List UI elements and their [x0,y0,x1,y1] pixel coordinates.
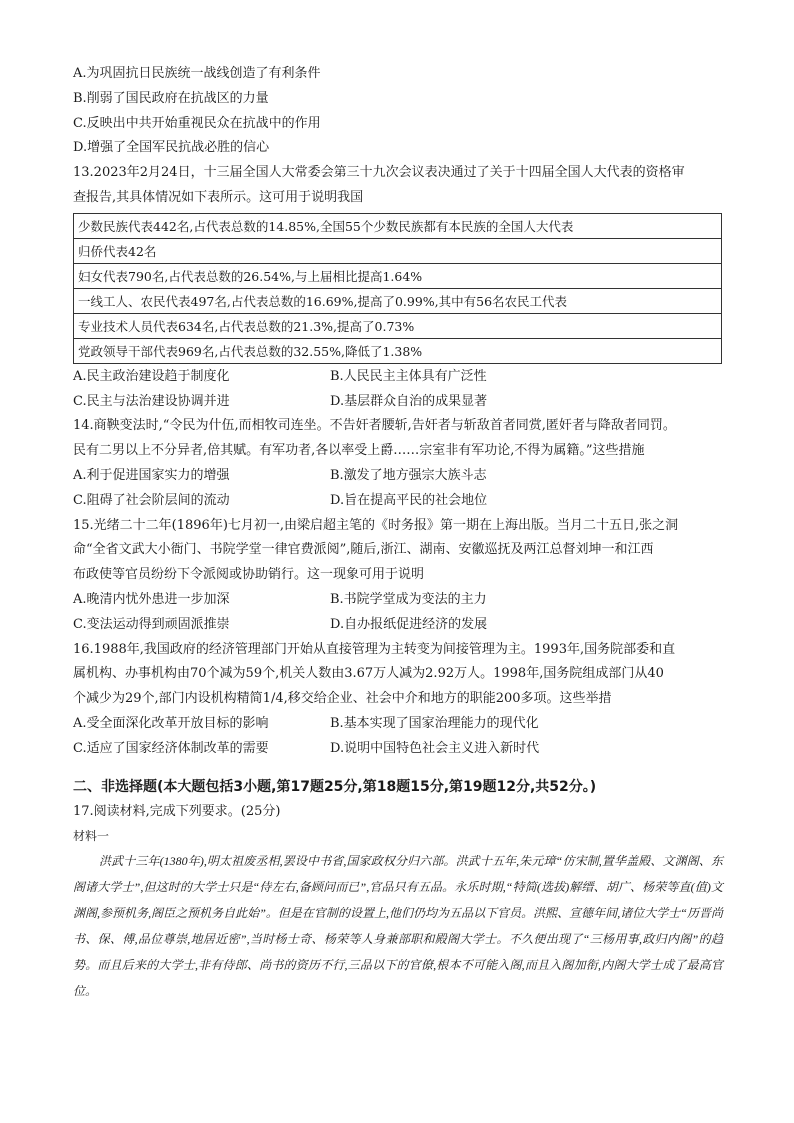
q16-option-a: A.受全面深化改革开放目标的影响 [73,715,269,731]
q14-options-row2 [73,489,723,514]
table-row [74,263,722,288]
q15-line3: 布政使等官员纷纷下令派阅或协助销行。这一现象可用于说明 [73,567,425,583]
table-cell: 党政领导干部代表969名,占代表总数的32.55%,降低了1.38% [74,338,722,363]
table-cell: 少数民族代表442名,占代表总数的14.85%,全国55个少数民族都有本民族的全国人大代表 [74,213,722,238]
material-label: 材料一 [73,829,110,844]
q15-line2: 命“全省文武大小衙门、书院学堂一律官费派阅”,随后,浙江、湖南、安徽巡抚及两江总督刘坤一和江西 [73,542,654,558]
table-cell: 一线工人、农民代表497名,占代表总数的16.69%,提高了0.99%,其中有56名农民工代表 [74,288,722,313]
q13-option-d: D.基层群众自治的成果显著 [330,393,488,409]
q13-stem-line2: 查报告,其具体情况如下表所示。这可用于说明我国 [73,189,364,205]
delegate-table [73,213,722,364]
table-row [74,288,722,313]
q14-line1: 14.商鞅变法时,“令民为什伍,而相牧司连坐。不告奸者腰斩,告奸者与斩敌首者同赏,匿奸者与降敌者同罚。 [73,418,676,434]
table-cell: 归侨代表42名 [74,238,722,263]
table-cell: 专业技术人员代表634名,占代表总数的21.3%,提高了0.73% [74,313,722,338]
q16-option-c: C.适应了国家经济体制改革的需要 [73,740,269,756]
q14-line2: 民有二男以上不分异者,倍其赋。有军功者,各以率受上爵……宗室非有军功论,不得为属籍。”这些措施 [73,443,645,459]
q12-option-d: D.增强了全国军民抗战必胜的信心 [73,140,270,156]
q13-stem-line1: 13.2023年2月24日，十三届全国人大常委会第三十九次会议表决通过了关于十四届全国人大代表的资格审 [73,165,685,181]
q17-stem: 17.阅读材料,完成下列要求。(25分) [73,803,281,819]
q16-options-row2 [73,737,723,762]
q14-option-c: C.阻碍了社会阶层间的流动 [73,492,230,508]
table-row [74,238,722,263]
q16-option-b: B.基本实现了国家治理能力的现代化 [330,715,539,731]
q12-option-b: B.削弱了国民政府在抗战区的力量 [73,90,269,106]
section-title: 二、非选择题(本大题包括3小题,第17题25分,第18题15分,第19题12分,共52分。) [73,778,597,795]
table-cell: 妇女代表790名,占代表总数的26.54%,与上届相比提高1.64% [74,263,722,288]
q13-option-b: B.人民民主主体具有广泛性 [330,368,487,384]
exam-page [73,62,723,1004]
q15-line1: 15.光绪二十二年(1896年)七月初一,由梁启超主笔的《时务报》第一期在上海出版。当月二十五日,张之洞 [73,517,679,533]
q16-line2: 属机构、办事机构由70个减为59个,机关人数由3.67万人减为2.92万人。1998年,国务院组成部门从40 [73,666,664,682]
q14-option-b: B.激发了地方强宗大族斗志 [330,467,487,483]
q15-options-row1 [73,588,723,613]
q12-option-a: A.为巩固抗日民族统一战线创造了有利条件 [73,66,321,81]
q13-options-row2 [73,390,723,415]
q15-option-a: A.晚清内忧外患进一步加深 [73,591,230,607]
q14-options-row1 [73,464,723,489]
q14-option-d: D.旨在提高平民的社会地位 [330,492,488,508]
q14-option-a: A.利于促进国家实力的增强 [73,467,230,483]
q15-option-c: C.变法运动得到顽固派推崇 [73,616,230,632]
q13-option-a: A.民主政治建设趋于制度化 [73,368,230,384]
q13-option-c: C.民主与法治建设协调并进 [73,393,230,409]
q16-option-d: D.说明中国特色社会主义进入新时代 [330,740,540,756]
material-text: 洪武十三年(1380年),明太祖废丞相,罢设中书省,国家政权分归六部。洪武十五年,朱元璋“仿宋制,置华盖殿、文渊阁、东阁诸大学士”,但这时的大学士只是“侍左右,备顾问而已”,官品只有五品。永乐时期,“特简(选拔)解缙、胡广、杨荣等直(值)文渊阁,参预机务,阁臣之预机务自此始”。但是在官制的设置上,他们仍均为五品以下官员。洪熙、宣德年间,诸位大学士“历晋尚书、保、傅,品位尊崇,地居近密”,当时杨士奇、杨荣等人身兼部职和殿阁大学士。不久便出现了“三杨用事,政归内阁”的趋势。而且后来的大学士,非有侍郎、尚书的资历不行,三品以下的官僚,根本不可能入阁,而且入阁加衔,内阁大学士成了最高官位。 [73,854,723,999]
table-row [74,338,722,363]
table-row [74,213,722,238]
q16-line3: 个减少为29个,部门内设机构精简1/4,移交给企业、社会中介和地方的职能200多项。这些举措 [73,691,612,707]
q16-options-row1 [73,712,723,737]
q15-option-b: B.书院学堂成为变法的主力 [330,591,487,607]
q16-line1: 16.1988年,我国政府的经济管理部门开始从直接管理为主转变为间接管理为主。1993年,国务院部委和直 [73,641,676,657]
q13-options-row1 [73,365,723,390]
q15-options-row2 [73,613,723,638]
q12-option-c: C.反映出中共开始重视民众在抗战中的作用 [73,115,321,131]
table-row [74,313,722,338]
q15-option-d: D.自办报纸促进经济的发展 [330,616,488,632]
